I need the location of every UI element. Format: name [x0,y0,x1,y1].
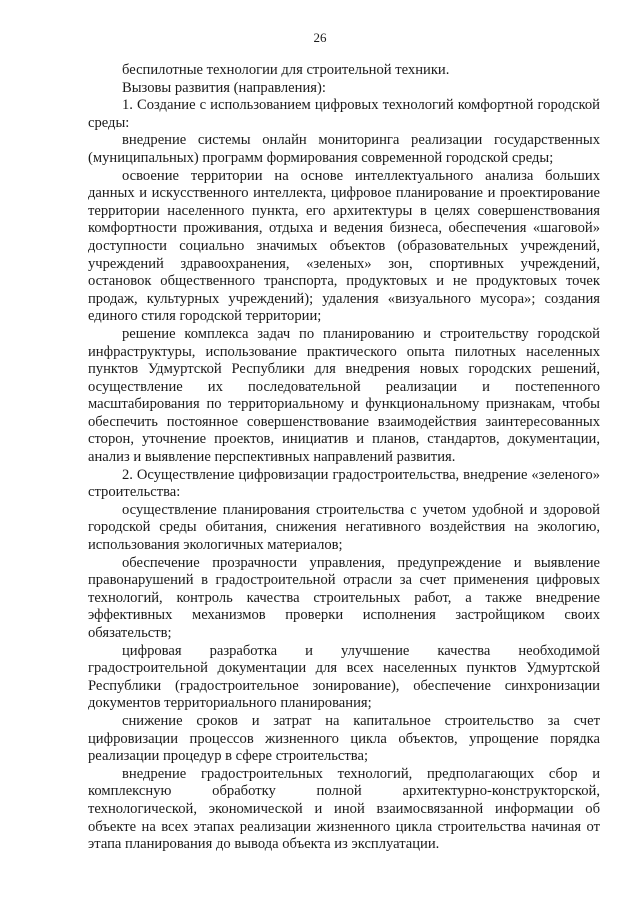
section-heading: 2. Осуществление цифровизации градостроительства, внедрение «зеленого» строительства: [88,466,600,501]
paragraph: обеспечение прозрачности управления, предупреждение и выявление правонарушений в градостроительной отрасли за счет применения цифровых технологий, контроль качества строительных работ, а также внедрение эффективных механизмов проверки исполнения застройщиком своих обязательств; [88,554,600,641]
page-number: 26 [313,30,327,45]
paragraph: беспилотные технологии для строительной техники. [122,62,450,78]
paragraph: осуществление планирования строительства с учетом удобной и здоровой городской среды обитания, снижения негативного воздействия на экологию, использования экологичных материалов; [88,501,600,554]
document-body [88,62,600,854]
paragraph: внедрение системы онлайн мониторинга реализации государственных (муниципальных) программ формирования современной городской среды; [88,132,600,166]
paragraph: решение комплекса задач по планированию и строительству городской инфраструктуры, использование практического опыта пилотных населенных пунктов Удмуртской Республики для внедрения новых городских решений, осуществление их последовательной реализации и постепенного масштабирования по территориальному и функциональному признакам, чтобы обеспечить постоянное совершенствование взаимодействия заинтересованных сторон, уточнение проектов, инициатив и планов, стандартов, документации, анализ и выявление перспективных направлений развития. [88,325,600,466]
paragraph: цифровая разработка и улучшение качества необходимой градостроительной документации для всех населенных пунктов Удмуртской Республики (градостроительное зонирование), обеспечение синхронизации документов территориального планирования; [88,642,600,712]
paragraph: снижение сроков и затрат на капитальное строительство за счет цифровизации процессов жизненного цикла объектов, упрощение порядка реализации процедур в сфере строительства; [88,712,600,765]
section-heading: 1. Создание с использованием цифровых технологий комфортной городской среды: [88,97,600,131]
paragraph: Вызовы развития (направления): [122,79,326,96]
paragraph: освоение территории на основе интеллектуального анализа больших данных и искусственного интеллекта, цифровое планирование и проектирование территории населенного пункта, его архитектуры в целях совершенствования комфортности проживания, отдыха и ведения бизнеса, обеспечения «шаговой» доступности социально значимых объектов (образовательных учреждений, учреждений здравоохранения, «зеленых» зон, спортивных учреждений, остановок общественного транспорта, продуктовых и не продуктовых точек продаж, культурных учреждений); удаления «визуального мусора»; создания единого стиля городской территории; [88,167,600,325]
paragraph: внедрение градостроительных технологий, предполагающих сбор и комплексную обработку полной архитектурно-конструкторской, технологической, экономической и иной взаимосвязанной информации об объекте на всех этапах реализации жизненного цикла строительства начиная от этапа планирования до вывода объекта из эксплуатации. [88,765,600,853]
